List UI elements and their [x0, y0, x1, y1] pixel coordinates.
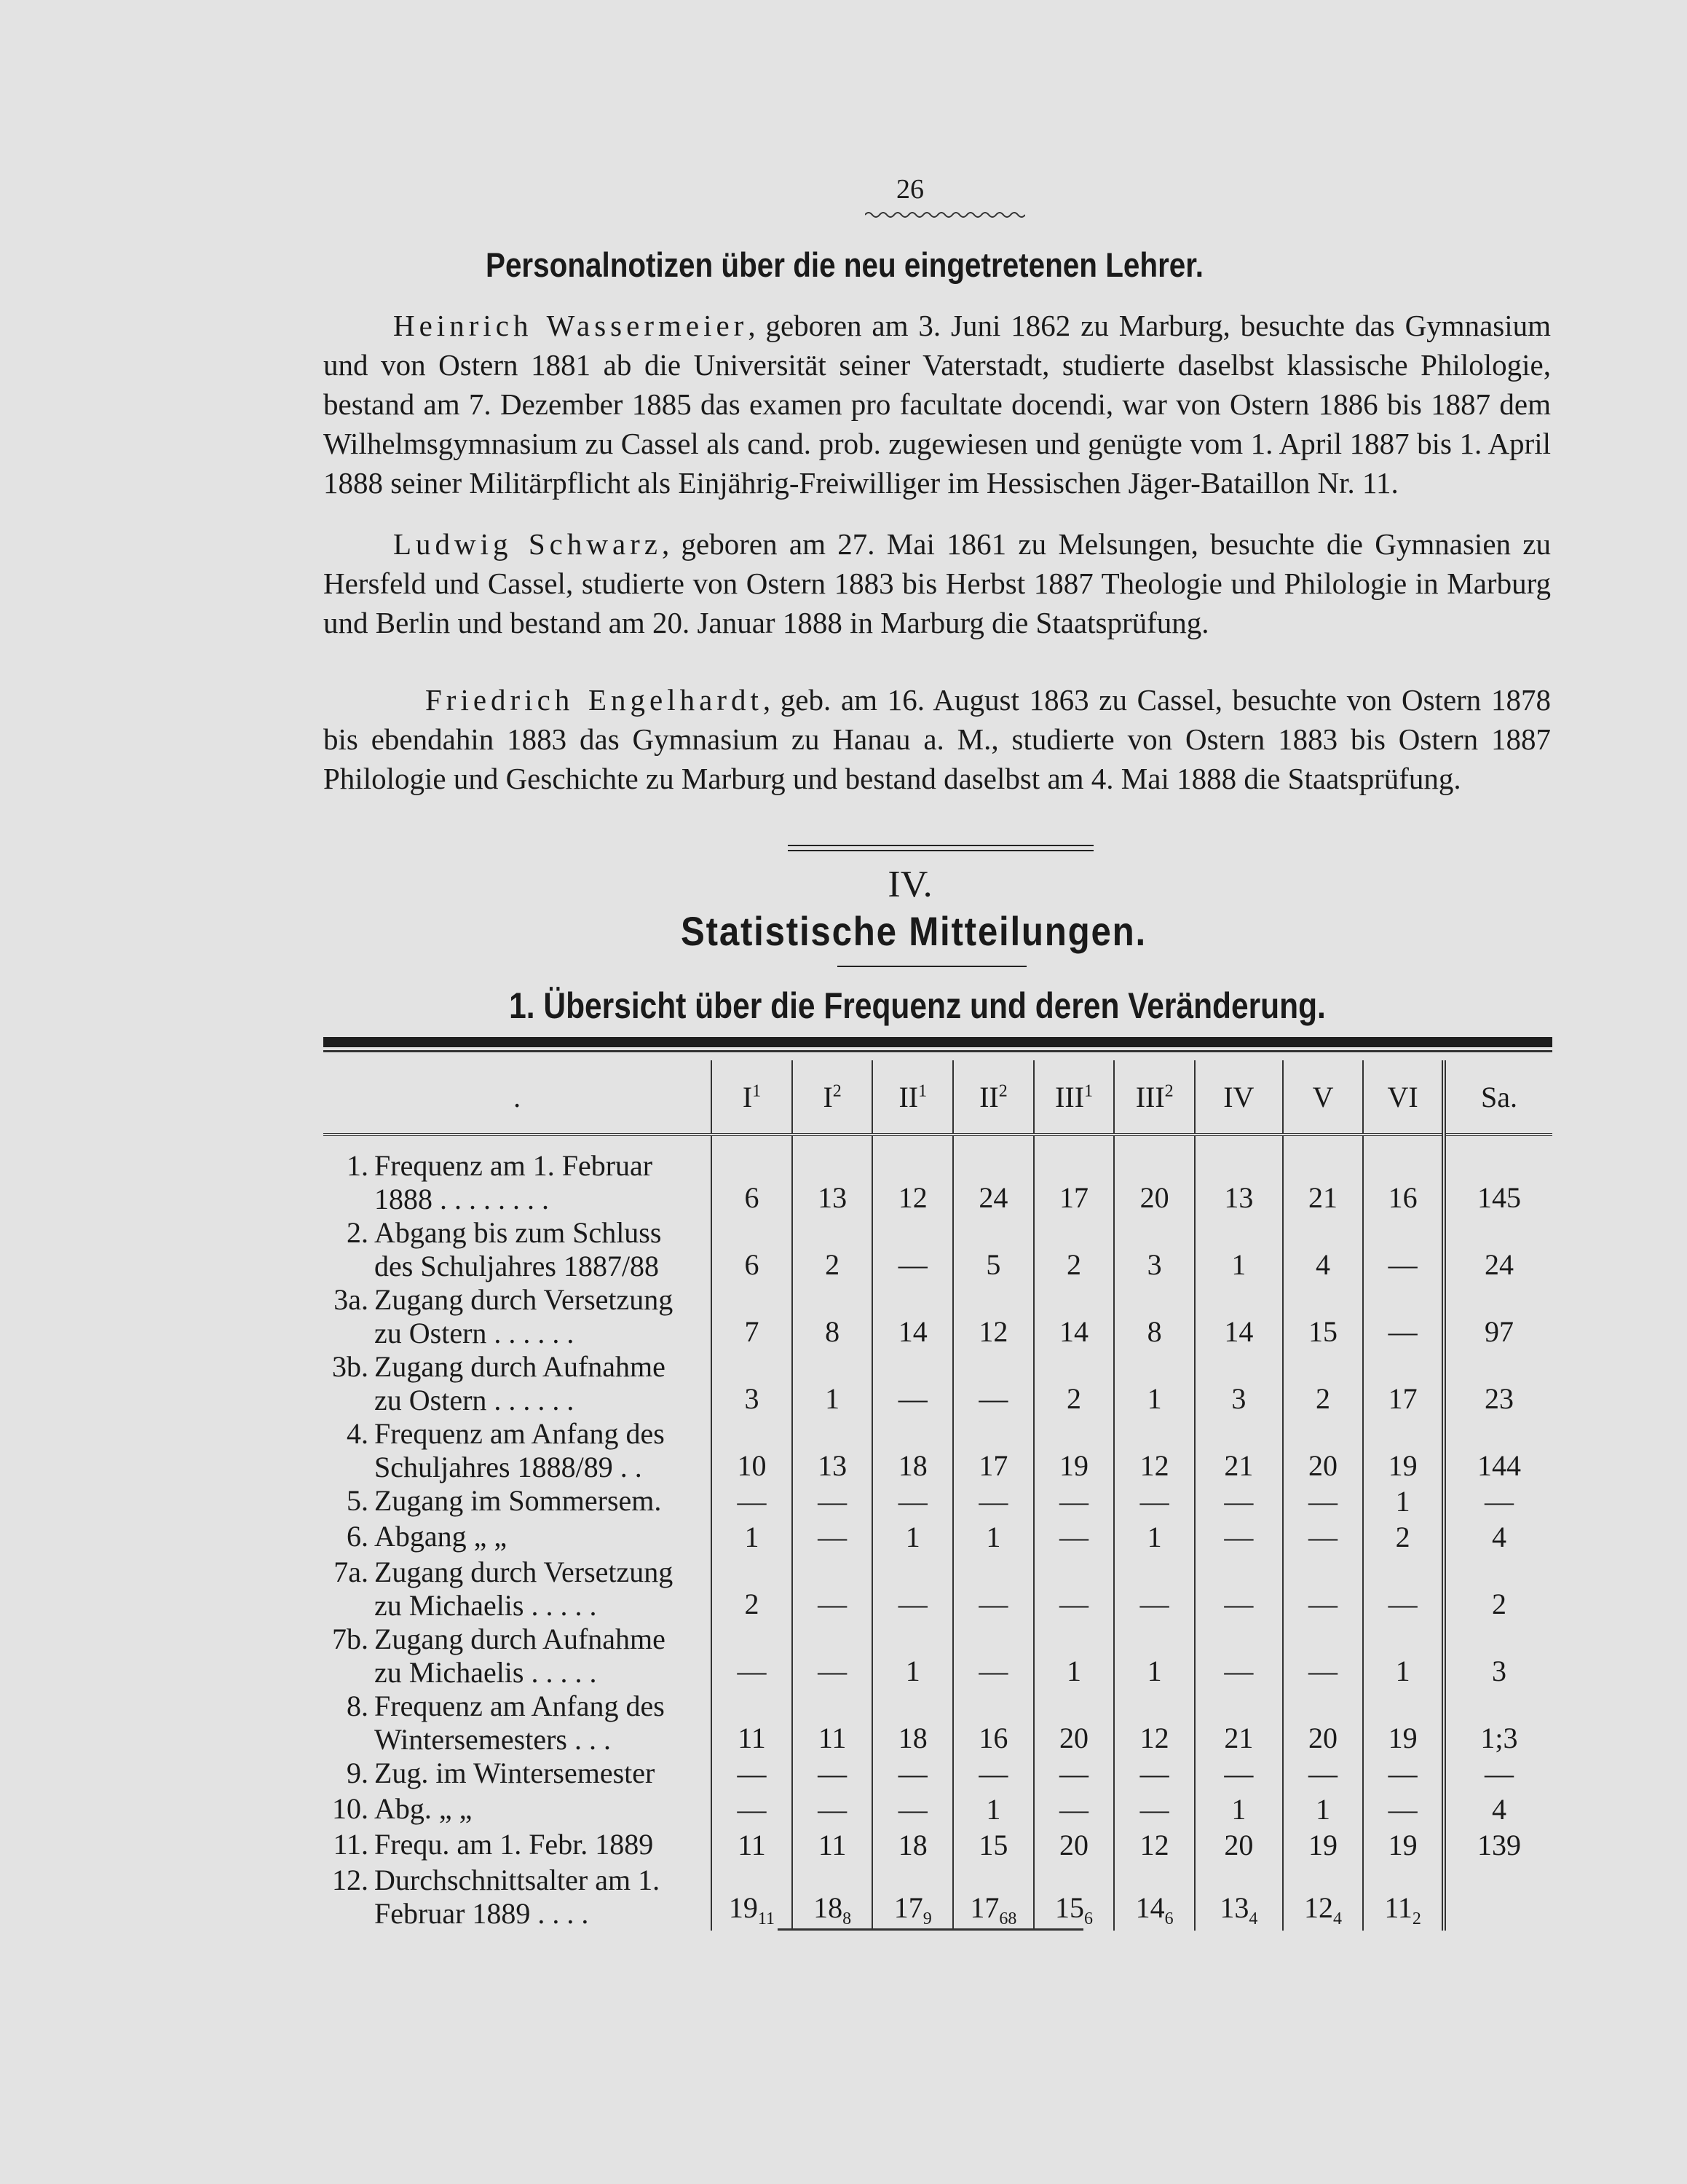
table-row [323, 1690, 1552, 1757]
table-cell: 5 [953, 1216, 1034, 1283]
table-cell: 19 [1363, 1828, 1444, 1864]
table-cell: 24 [953, 1135, 1034, 1216]
table-cell: — [792, 1623, 873, 1690]
row-number: 3b. [332, 1350, 368, 1383]
table-cell: 1 [953, 1792, 1034, 1828]
table-cell: — [1195, 1623, 1283, 1690]
table-cell: — [792, 1792, 873, 1828]
row-label-line2: zu Ostern . . . . . . [374, 1384, 574, 1416]
header-col-III1: III$^1$ [1034, 1060, 1115, 1135]
table-row [323, 1417, 1552, 1484]
table-cell: 19 [1363, 1690, 1444, 1757]
table-cell: 1 [1034, 1623, 1115, 1690]
table-cell: 20 [1195, 1828, 1283, 1864]
table-cell: 20 [1283, 1417, 1364, 1484]
table-cell: 18 [872, 1417, 953, 1484]
table-cell: 1 [792, 1350, 873, 1417]
table-cell: 8 [792, 1283, 873, 1350]
table-cell: 1 [1283, 1792, 1364, 1828]
table-cell: 20 [1034, 1828, 1115, 1864]
row-label-line1: Zugang durch Versetzung [374, 1556, 673, 1588]
table-row [323, 1283, 1552, 1350]
table-cell: — [953, 1623, 1034, 1690]
row-number: 9. [347, 1757, 368, 1789]
table-cell: — [711, 1757, 792, 1792]
table-cell: 2 [1034, 1216, 1115, 1283]
table-cell: — [792, 1520, 873, 1556]
row-label [323, 1484, 711, 1520]
table-cell: 11 [792, 1690, 873, 1757]
table-cell: 1 [1363, 1484, 1444, 1520]
table-cell: — [1034, 1520, 1115, 1556]
table-cell: 1 [1363, 1623, 1444, 1690]
table-cell: — [1034, 1757, 1115, 1792]
row-label-line1: Frequenz am Anfang des [374, 1690, 665, 1722]
row-label-line1: Zugang durch Aufnahme [374, 1350, 665, 1383]
row-number: 2. [347, 1216, 368, 1249]
table-cell: 12 [1114, 1690, 1195, 1757]
table-cell: — [872, 1757, 953, 1792]
header-corner: . [323, 1060, 711, 1135]
row-label-line1: Frequenz am Anfang des [374, 1417, 665, 1450]
paragraph-schwarz [323, 524, 1551, 642]
table-cell: 13 [792, 1417, 873, 1484]
table-cell: — [872, 1484, 953, 1520]
table-cell: — [1114, 1484, 1195, 1520]
table-row [323, 1135, 1552, 1216]
table-row [323, 1864, 1552, 1931]
row-label-line1: Zugang durch Versetzung [374, 1283, 673, 1316]
row-label-line2: zu Michaelis . . . . . [374, 1589, 597, 1622]
row-label-line2: zu Michaelis . . . . . [374, 1656, 597, 1689]
row-label-line2: des Schuljahres 1887/88 [374, 1250, 660, 1282]
table-cell: 24 [1444, 1216, 1552, 1283]
decorative-wave-ornament [865, 210, 1025, 220]
table-cell: — [792, 1556, 873, 1623]
header-col-sum: Sa. [1444, 1060, 1552, 1135]
row-label-line1: Zugang im Sommersem. [374, 1484, 662, 1517]
table-cell: — [1195, 1556, 1283, 1623]
table-cell: 2 [1283, 1350, 1364, 1417]
table-cell: — [792, 1484, 873, 1520]
row-label [323, 1556, 711, 1623]
table-cell: 1 [872, 1520, 953, 1556]
table-cell: 97 [1444, 1283, 1552, 1350]
row-label-line1: Abgang bis zum Schluss [374, 1216, 662, 1249]
table-cell: 20 [1283, 1690, 1364, 1757]
row-number: 1. [347, 1149, 368, 1182]
table-cell: 13 [792, 1135, 873, 1216]
table-row [323, 1484, 1552, 1520]
header-col-III2: III$^2$ [1114, 1060, 1195, 1135]
table-cell: 2 [1363, 1520, 1444, 1556]
table-cell: $17_{68}$ [953, 1864, 1034, 1931]
table-cell: — [953, 1757, 1034, 1792]
table-cell: $14_6$ [1114, 1864, 1195, 1931]
table-cell: $19_{11}$ [711, 1864, 792, 1931]
table-cell: 1 [1195, 1216, 1283, 1283]
header-col-IV: IV [1195, 1060, 1283, 1135]
table-cell: — [953, 1484, 1034, 1520]
table-row [323, 1828, 1552, 1864]
table-cell: 1 [711, 1520, 792, 1556]
table-cell: 21 [1283, 1135, 1364, 1216]
table-cell: 17 [1363, 1350, 1444, 1417]
table-cell: $15_6$ [1034, 1864, 1115, 1931]
table-row [323, 1216, 1552, 1283]
table-cell: — [1444, 1484, 1552, 1520]
table-cell: 10 [711, 1417, 792, 1484]
row-number: 7b. [332, 1623, 368, 1655]
table-cell: 2 [711, 1556, 792, 1623]
table-cell [1444, 1864, 1552, 1931]
header-col-II1: $II^1$ [872, 1060, 953, 1135]
table-cell: 6 [711, 1135, 792, 1216]
table-cell: 19 [1283, 1828, 1364, 1864]
row-number: 12. [332, 1864, 368, 1896]
table-cell: $17_9$ [872, 1864, 953, 1931]
table-cell: 16 [1363, 1135, 1444, 1216]
table-cell: — [1034, 1484, 1115, 1520]
person-name: Heinrich Wassermeier [393, 309, 748, 342]
table-header-row [323, 1060, 1552, 1135]
row-label-line1: Zug. im Wintersemester [374, 1757, 655, 1789]
table-cell: — [1283, 1757, 1364, 1792]
table-cell: — [872, 1556, 953, 1623]
table-cell: — [1363, 1283, 1444, 1350]
table-cell: — [792, 1757, 873, 1792]
table-cell: 14 [1034, 1283, 1115, 1350]
table-cell: 4 [1283, 1216, 1364, 1283]
table-cell: 15 [1283, 1283, 1364, 1350]
table-cell: 12 [1114, 1828, 1195, 1864]
table-cell: 3 [711, 1350, 792, 1417]
row-label-line2: Februar 1889 . . . . [374, 1897, 589, 1930]
table-cell: 7 [711, 1283, 792, 1350]
table-cell: — [711, 1484, 792, 1520]
row-label [323, 1757, 711, 1792]
table-cell: — [1114, 1556, 1195, 1623]
row-label [323, 1828, 711, 1864]
section-number: IV. [888, 864, 933, 905]
row-label-line1: Frequ. am 1. Febr. 1889 [374, 1828, 654, 1861]
table-cell: 8 [1114, 1283, 1195, 1350]
table-cell: 21 [1195, 1690, 1283, 1757]
frequency-table [323, 1060, 1552, 1931]
table-cell: — [711, 1792, 792, 1828]
header-col-II2: $II^2$ [953, 1060, 1034, 1135]
table-cell: 144 [1444, 1417, 1552, 1484]
header-col-I1: $I^1$ [711, 1060, 792, 1135]
section-divider [788, 850, 1094, 851]
row-label-line2: Wintersemesters . . . [374, 1723, 611, 1756]
table-cell: — [1195, 1757, 1283, 1792]
table-cell: 3 [1444, 1623, 1552, 1690]
person-name: Ludwig Schwarz [393, 527, 662, 561]
table-cell: $13_4$ [1195, 1864, 1283, 1931]
table-row [323, 1520, 1552, 1556]
closing-rule [778, 1928, 1083, 1931]
table-row [323, 1350, 1552, 1417]
table-cell: 3 [1195, 1350, 1283, 1417]
table-cell: 1 [1195, 1792, 1283, 1828]
table-cell: — [1034, 1556, 1115, 1623]
table-cell: 18 [872, 1828, 953, 1864]
table-cell: 4 [1444, 1792, 1552, 1828]
table-cell: — [711, 1623, 792, 1690]
table-cell: — [1195, 1484, 1283, 1520]
table-cell: 1 [1114, 1623, 1195, 1690]
row-number: 11. [333, 1828, 368, 1861]
header-col-V: V [1283, 1060, 1364, 1135]
table-cell: 20 [1034, 1690, 1115, 1757]
row-label [323, 1216, 711, 1283]
row-label-line1: Durchschnittsalter am 1. [374, 1864, 660, 1896]
table-cell: 15 [953, 1828, 1034, 1864]
table-cell: — [953, 1556, 1034, 1623]
row-label [323, 1135, 711, 1216]
table-cell: 20 [1114, 1135, 1195, 1216]
table-cell: — [1114, 1757, 1195, 1792]
table-cell: 16 [953, 1690, 1034, 1757]
table-row [323, 1757, 1552, 1792]
table-cell: 19 [1034, 1417, 1115, 1484]
table-cell: — [1195, 1520, 1283, 1556]
row-label [323, 1520, 711, 1556]
table-cell: 139 [1444, 1828, 1552, 1864]
table-cell: — [953, 1350, 1034, 1417]
table-row [323, 1792, 1552, 1828]
row-label [323, 1623, 711, 1690]
table-cell: 14 [872, 1283, 953, 1350]
table-title: 1. Übersicht über die Frequenz und deren Veränderung. [509, 985, 1326, 1026]
paragraph-text: , geboren am 3. Juni 1862 zu Marburg, besuchte das Gymnasium und von Ostern 1881 ab die Universität seiner Vaterstadt, studierte daselbst klassische Philologie, bestand am 7. Dezember 1885 das examen pro facultate docendi, war von Ostern 1886 bis 1887 dem Wilhelmsgymnasium zu Cassel als cand. prob. zugewiesen und genügte vom 1. April 1887 bis 1. April 1888 seiner Militärpflicht als Einjährig-Freiwilliger im Hessischen Jäger-Bataillon Nr. 11. [323, 309, 1551, 500]
table-cell: 4 [1444, 1520, 1552, 1556]
table-cell: — [872, 1350, 953, 1417]
row-label-line2: Schuljahres 1888/89 . . [374, 1451, 642, 1483]
table-top-rule [323, 1037, 1552, 1047]
row-number: 4. [347, 1417, 368, 1450]
row-number: 3a. [333, 1283, 368, 1316]
table-cell: 2 [1034, 1350, 1115, 1417]
table-cell: — [1283, 1623, 1364, 1690]
table-cell: — [1034, 1792, 1115, 1828]
table-cell: 1;3 [1444, 1690, 1552, 1757]
table-cell: 18 [872, 1690, 953, 1757]
page-number: 26 [896, 174, 924, 205]
table-cell: 6 [711, 1216, 792, 1283]
table-cell: 11 [711, 1690, 792, 1757]
table-cell: $12_4$ [1283, 1864, 1364, 1931]
paragraph-engelhardt [323, 680, 1551, 798]
table-cell: $11_2$ [1363, 1864, 1444, 1931]
paragraph-wassermeier [323, 306, 1551, 502]
table-cell: — [872, 1792, 953, 1828]
row-label-line2: 1888 . . . . . . . . [374, 1183, 549, 1215]
row-label-line1: Frequenz am 1. Februar [374, 1149, 653, 1182]
row-label-line1: Abgang „ „ [374, 1520, 507, 1553]
table-cell: — [872, 1216, 953, 1283]
paragraph-text: , geb. am 16. August 1863 zu Cassel, besuchte von Ostern 1878 bis ebendahin 1883 das Gymnasium zu Hanau a. M., studierte von Ostern 1883 bis Ostern 1887 Philologie und Geschichte zu Marburg und bestand daselbst am 4. Mai 1888 die Staatsprüfung. [323, 683, 1551, 795]
table-cell: 1 [872, 1623, 953, 1690]
table-cell: — [1283, 1520, 1364, 1556]
table-cell: — [1363, 1556, 1444, 1623]
table-cell: — [1363, 1216, 1444, 1283]
row-label-line2: zu Ostern . . . . . . [374, 1317, 574, 1349]
table-row [323, 1556, 1552, 1623]
row-label [323, 1417, 711, 1484]
table-cell: 14 [1195, 1283, 1283, 1350]
table-cell: 21 [1195, 1417, 1283, 1484]
row-label [323, 1792, 711, 1828]
section-divider [788, 845, 1094, 846]
row-number: 7a. [333, 1556, 368, 1588]
row-number: 10. [332, 1792, 368, 1825]
row-label [323, 1350, 711, 1417]
table-cell: 2 [792, 1216, 873, 1283]
table-row [323, 1623, 1552, 1690]
table-cell: 11 [792, 1828, 873, 1864]
row-label [323, 1690, 711, 1757]
row-number: 5. [347, 1484, 368, 1517]
title-underline [837, 966, 1027, 967]
table-cell: — [1114, 1792, 1195, 1828]
table-cell: 2 [1444, 1556, 1552, 1623]
row-number: 6. [347, 1520, 368, 1553]
header-col-I2: $I^2$ [792, 1060, 873, 1135]
table-cell: 19 [1363, 1417, 1444, 1484]
teacher-notes-heading: Personalnotizen über die neu eingetretenen Lehrer. [485, 245, 1204, 284]
person-name: Friedrich Engelhardt [425, 683, 763, 717]
section-title: Statistische Mitteilungen. [681, 908, 1147, 954]
table-cell: — [1283, 1556, 1364, 1623]
table-cell: — [1363, 1792, 1444, 1828]
table-cell: 17 [1034, 1135, 1115, 1216]
table-cell: 1 [1114, 1350, 1195, 1417]
table-cell: 12 [953, 1283, 1034, 1350]
table-cell: — [1363, 1757, 1444, 1792]
table-cell: $18_8$ [792, 1864, 873, 1931]
table-cell: 23 [1444, 1350, 1552, 1417]
paragraph-text: , geboren am 27. Mai 1861 zu Melsungen, besuchte die Gymnasien zu Hersfeld und Cassel, studierte von Ostern 1883 bis Herbst 1887 Theologie und Philologie in Marburg und Berlin und bestand am 20. Januar 1888 in Marburg die Staatsprüfung. [323, 527, 1552, 639]
table-top-rule-thin [323, 1050, 1552, 1052]
row-label-line1: Zugang durch Aufnahme [374, 1623, 665, 1655]
table-cell: 1 [1114, 1520, 1195, 1556]
row-label [323, 1283, 711, 1350]
header-col-VI: VI [1363, 1060, 1444, 1135]
table-cell: 1 [953, 1520, 1034, 1556]
table-cell: 13 [1195, 1135, 1283, 1216]
table-cell: — [1444, 1757, 1552, 1792]
table-cell: — [1283, 1484, 1364, 1520]
table-cell: 145 [1444, 1135, 1552, 1216]
table-cell: 3 [1114, 1216, 1195, 1283]
row-label [323, 1864, 711, 1931]
row-label-line1: Abg. „ „ [374, 1792, 473, 1825]
row-number: 8. [347, 1690, 368, 1722]
table-cell: 11 [711, 1828, 792, 1864]
table-cell: 12 [872, 1135, 953, 1216]
table-cell: 12 [1114, 1417, 1195, 1484]
table-cell: 17 [953, 1417, 1034, 1484]
